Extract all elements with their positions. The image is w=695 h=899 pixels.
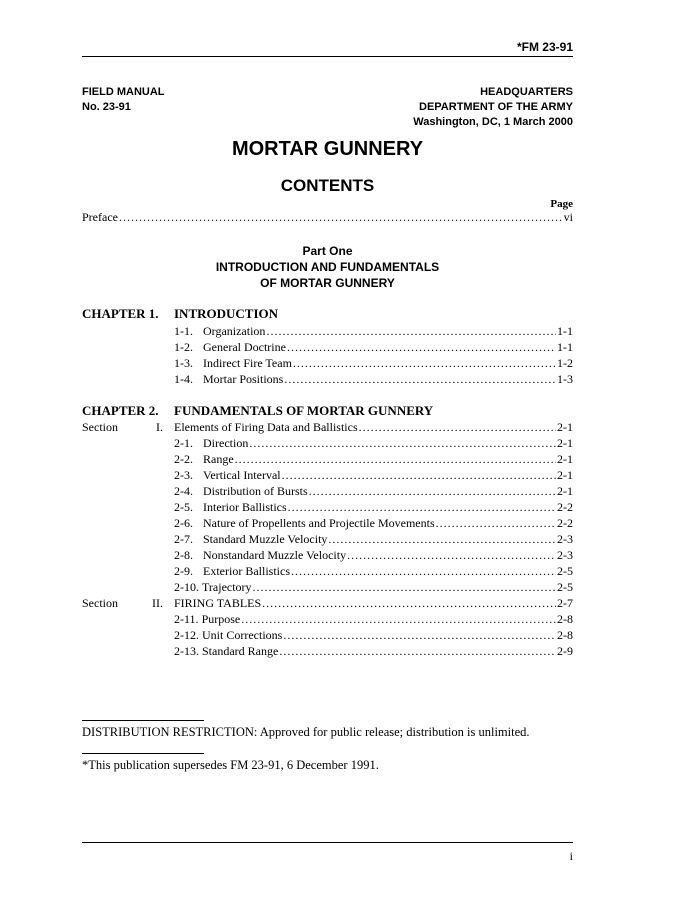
leader-dots bbox=[119, 209, 563, 225]
toc-entry-page: 2-1 bbox=[557, 468, 573, 482]
field-manual-number: No. 23-91 bbox=[82, 101, 131, 113]
toc-entry-2-8[interactable] bbox=[174, 547, 573, 563]
toc-entry-page: 2-8 bbox=[557, 628, 573, 642]
leader-dots bbox=[284, 371, 556, 387]
toc-entry-number: 2-10. bbox=[174, 580, 199, 594]
toc-entry-2-1[interactable] bbox=[174, 435, 573, 451]
toc-entry-page: 1-2 bbox=[557, 356, 573, 370]
leader-dots bbox=[235, 451, 556, 467]
page-column-label: Page bbox=[550, 198, 573, 210]
section-number: I. bbox=[156, 420, 163, 434]
toc-entry-2-13[interactable] bbox=[174, 643, 573, 659]
toc-entry-page: 2-7 bbox=[557, 596, 573, 610]
toc-entry-number: 1-3. bbox=[174, 356, 193, 370]
toc-entry-page: 2-9 bbox=[557, 644, 573, 658]
toc-entry-number: 2-6. bbox=[174, 516, 193, 530]
leader-dots bbox=[249, 435, 556, 451]
toc-entry-title: Unit Corrections bbox=[202, 628, 283, 642]
toc-entry-title: Elements of Firing Data and Ballistics bbox=[174, 420, 358, 434]
toc-entry-2-9[interactable] bbox=[174, 563, 573, 579]
toc-entry-number: 2-1. bbox=[174, 436, 193, 450]
leader-dots bbox=[282, 467, 556, 483]
header-rule bbox=[82, 56, 573, 57]
leader-dots bbox=[288, 499, 556, 515]
toc-entry-title: Standard Range bbox=[202, 644, 279, 658]
leader-dots bbox=[262, 595, 556, 611]
toc-entry-2-7[interactable] bbox=[174, 531, 573, 547]
toc-entry-title: Nonstandard Muzzle Velocity bbox=[203, 548, 347, 562]
toc-entry-page: 1-1 bbox=[557, 340, 573, 354]
toc-entry-1-1[interactable] bbox=[174, 323, 573, 339]
toc-preface[interactable] bbox=[82, 209, 573, 225]
leader-dots bbox=[279, 643, 556, 659]
toc-entry-2-2[interactable] bbox=[174, 451, 573, 467]
toc-entry-2-6[interactable] bbox=[174, 515, 573, 531]
section-label: Section bbox=[82, 596, 118, 610]
section-number: II. bbox=[152, 596, 163, 610]
toc-section-1[interactable] bbox=[174, 419, 573, 435]
toc-entry-page: 1-1 bbox=[557, 324, 573, 338]
page-title: MORTAR GUNNERY bbox=[231, 138, 424, 160]
toc-entry-title: Direction bbox=[203, 436, 249, 450]
toc-section-2[interactable] bbox=[174, 595, 573, 611]
toc-entry-page: 2-5 bbox=[557, 580, 573, 594]
supersedes-note: *This publication supersedes FM 23-91, 6 December 1991. bbox=[82, 758, 379, 772]
toc-entry-number: 2-12. bbox=[174, 628, 199, 642]
toc-entry-1-4[interactable] bbox=[174, 371, 573, 387]
toc-entry-page: vi bbox=[563, 210, 573, 224]
part-one-heading bbox=[0, 243, 655, 291]
toc-entry-number: 2-4. bbox=[174, 484, 193, 498]
leader-dots bbox=[287, 339, 556, 355]
toc-entry-number: 1-1. bbox=[174, 324, 193, 338]
toc-entry-title: Distribution of Bursts bbox=[203, 484, 308, 498]
toc-entry-2-3[interactable] bbox=[174, 467, 573, 483]
toc-entry-number: 2-8. bbox=[174, 548, 193, 562]
footer-rule bbox=[82, 842, 573, 843]
document-code: *FM 23-91 bbox=[516, 40, 573, 54]
toc-entry-page: 2-1 bbox=[557, 484, 573, 498]
toc-entry-page: 2-5 bbox=[557, 564, 573, 578]
field-manual-block bbox=[82, 85, 165, 115]
toc-entry-2-12[interactable] bbox=[174, 627, 573, 643]
leader-dots bbox=[347, 547, 556, 563]
leader-dots bbox=[359, 419, 556, 435]
toc-entry-number: 2-13. bbox=[174, 644, 199, 658]
toc-entry-number: 2-11. bbox=[174, 612, 199, 626]
toc-entry-title: FIRING TABLES bbox=[174, 596, 262, 610]
toc-entry-2-11[interactable] bbox=[174, 611, 573, 627]
toc-entry-number: 1-4. bbox=[174, 372, 193, 386]
toc-entry-title: Nature of Propellents and Projectile Movements bbox=[203, 516, 435, 530]
toc-entry-page: 2-3 bbox=[557, 548, 573, 562]
distribution-restriction: DISTRIBUTION RESTRICTION: Approved for public release; distribution is unlimited. bbox=[82, 725, 530, 739]
toc-entry-2-4[interactable] bbox=[174, 483, 573, 499]
toc-entry-title: Exterior Ballistics bbox=[203, 564, 290, 578]
contents-heading: CONTENTS bbox=[280, 176, 375, 195]
leader-dots bbox=[436, 515, 556, 531]
toc-entry-title: Range bbox=[203, 452, 234, 466]
headquarters-label: HEADQUARTERS bbox=[480, 86, 573, 98]
department-label: DEPARTMENT OF THE ARMY bbox=[419, 101, 573, 113]
toc-entry-page: 2-1 bbox=[557, 452, 573, 466]
chapter-label: CHAPTER 1. bbox=[82, 306, 159, 321]
leader-dots bbox=[266, 323, 556, 339]
toc-entry-title: Preface bbox=[82, 210, 118, 224]
toc-entry-number: 2-9. bbox=[174, 564, 193, 578]
toc-entry-page: 2-8 bbox=[557, 612, 573, 626]
chapter-label: CHAPTER 2. bbox=[82, 403, 159, 418]
leader-dots bbox=[328, 531, 556, 547]
toc-entry-page: 2-3 bbox=[557, 532, 573, 546]
leader-dots bbox=[253, 579, 556, 595]
toc-entry-title: Organization bbox=[203, 324, 266, 338]
toc-entry-page: 2-2 bbox=[557, 516, 573, 530]
chapter-title: FUNDAMENTALS OF MORTAR GUNNERY bbox=[174, 403, 434, 418]
toc-entry-title: Trajectory bbox=[202, 580, 252, 594]
leader-dots bbox=[293, 355, 556, 371]
toc-entry-title: General Doctrine bbox=[203, 340, 286, 354]
toc-entry-page: 2-2 bbox=[557, 500, 573, 514]
toc-entry-title: Interior Ballistics bbox=[203, 500, 287, 514]
toc-entry-title: Mortar Positions bbox=[203, 372, 284, 386]
chapter-1-heading[interactable] bbox=[82, 306, 573, 324]
toc-entry-title: Indirect Fire Team bbox=[203, 356, 292, 370]
location-date: Washington, DC, 1 March 2000 bbox=[413, 116, 573, 128]
footnote-rule bbox=[82, 720, 204, 721]
leader-dots bbox=[241, 611, 556, 627]
toc-entry-number: 2-7. bbox=[174, 532, 193, 546]
page-number: i bbox=[569, 849, 573, 863]
headquarters-block bbox=[413, 85, 573, 130]
part-title-line2: OF MORTAR GUNNERY bbox=[260, 276, 395, 290]
toc-entry-1-2[interactable] bbox=[174, 339, 573, 355]
footnote-rule bbox=[82, 753, 204, 754]
toc-entry-title: Vertical Interval bbox=[203, 468, 281, 482]
section-label: Section bbox=[82, 420, 118, 434]
toc-entry-number: 2-5. bbox=[174, 500, 193, 514]
toc-entry-number: 1-2. bbox=[174, 340, 193, 354]
toc-entry-number: 2-2. bbox=[174, 452, 193, 466]
leader-dots bbox=[309, 483, 556, 499]
toc-entry-title: Standard Muzzle Velocity bbox=[203, 532, 328, 546]
toc-entry-page: 1-3 bbox=[557, 372, 573, 386]
toc-entry-2-10[interactable] bbox=[174, 579, 573, 595]
chapter-title: INTRODUCTION bbox=[174, 306, 279, 321]
part-title-line1: INTRODUCTION AND FUNDAMENTALS bbox=[215, 260, 440, 274]
toc-entry-2-5[interactable] bbox=[174, 499, 573, 515]
toc-entry-1-3[interactable] bbox=[174, 355, 573, 371]
leader-dots bbox=[283, 627, 556, 643]
field-manual-label: FIELD MANUAL bbox=[82, 86, 165, 98]
leader-dots bbox=[291, 563, 556, 579]
toc-entry-number: 2-3. bbox=[174, 468, 193, 482]
toc-entry-page: 2-1 bbox=[557, 436, 573, 450]
part-label: Part One bbox=[302, 244, 353, 258]
toc-entry-title: Purpose bbox=[201, 612, 241, 626]
toc-entry-page: 2-1 bbox=[557, 420, 573, 434]
